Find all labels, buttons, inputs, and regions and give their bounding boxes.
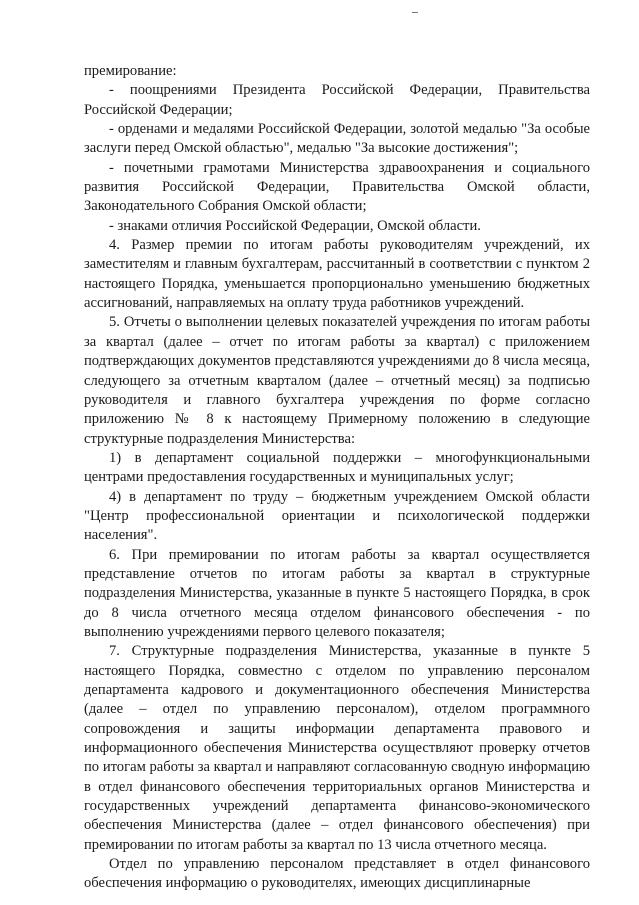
paragraph: - орденами и медалями Российской Федерации, золотой медалью "За особые заслуги перед Омской областью", медалью "За высокие достижения"; (84, 121, 590, 157)
scan-mark (412, 12, 418, 13)
paragraph: Отдел по управлению персоналом представляет в отдел финансового обеспечения информацию о руководителях, имеющих дисциплинарные (84, 856, 590, 892)
paragraph: - почетными грамотами Министерства здравоохранения и социального развития Российской Федерации, Правительства Омской области, Законодательного Собрания Омской области; (84, 159, 590, 215)
paragraph: 6. При премировании по итогам работы за квартал осуществляется представление отчетов по итогам работы за квартал в структурные подразделения Министерства, указанные в пункте 5 настоящего Порядка, в срок до 8 числа отчетного месяца отделом финансового обеспечения - по выполнению учреждениями первого целевого показателя; (84, 546, 590, 640)
paragraph: - знаками отличия Российской Федерации, Омской области. (109, 217, 481, 234)
paragraph: 4. Размер премии по итогам работы руководителям учреждений, их заместителям и главным бухгалтерам, рассчитанный в соответствии с пунктом 2 настоящего Порядка, уменьшается пропорционально уменьшению бюджетных ассигнований, направляемых на оплату труда работников учреждений. (84, 237, 590, 312)
paragraph: премирование: (84, 63, 177, 79)
paragraph: 1) в департамент социальной поддержки – многофункциональными центрами предоставления государственных и муниципальных услуг; (84, 449, 590, 486)
paragraph: - поощрениями Президента Российской Федерации, Правительства Российской Федерации; (84, 82, 590, 118)
document-page (84, 62, 590, 894)
paragraph: 5. Отчеты о выполнении целевых показателей учреждения по итогам работы за квартал (далее – отчет по итогам работы за квартал) с приложением подтверждающих документов представляются учреждениями до 8 числа месяца, следующего за отчетным кварталом (далее – отчетный месяц) за подписью руководителя и главного бухгалтера учреждения по форме согласно приложению № 8 к настоящему Примерному положению в следующие структурные подразделения Министерства: (84, 314, 590, 447)
paragraph: 7. Структурные подразделения Министерства, указанные в пункте 5 настоящего Порядка, совместно с отделом по управлению персоналом департамента кадрового и документационного обеспечения Министерства (далее – отдел по управлению персоналом), отделом программного сопровождения и защиты информации департамента правового и информационного обеспечения Министерства осуществляют проверку отчетов по итогам работы за квартал и направляют согласованную сводную информацию в отдел финансового обеспечения территориальных органов Министерства и государственных учреждений департамента финансово-экономического обеспечения Министерства (далее – отдел финансового обеспечения) при премировании по итогам работы за квартал по 13 числа отчетного месяца. (84, 643, 590, 853)
paragraph: 4) в департамент по труду – бюджетным учреждением Омской области "Центр профессиональной ориентации и психологической поддержки населения". (84, 488, 590, 544)
